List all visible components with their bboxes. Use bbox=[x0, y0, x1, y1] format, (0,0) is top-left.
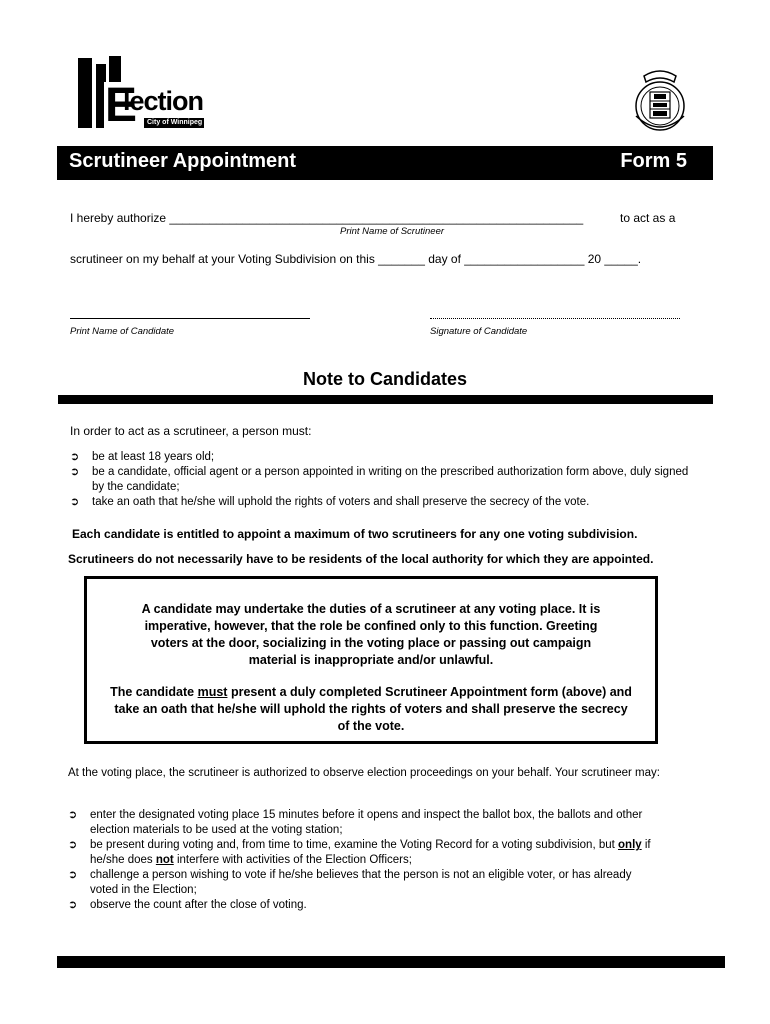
arrow-bullet-icon: ➲ bbox=[68, 839, 78, 851]
arrow-bullet-icon: ➲ bbox=[68, 869, 78, 881]
form-title-bar bbox=[57, 146, 713, 180]
date-line: scrutineer on my behalf at your Voting Subdivision on this _______ day of __________________ 20 _____. bbox=[70, 252, 642, 266]
form-title: Scrutineer Appointment bbox=[69, 150, 297, 172]
arrow-bullet-icon: ➲ bbox=[68, 899, 78, 911]
arrow-bullet-icon: ➲ bbox=[70, 451, 80, 463]
notice-paragraph: A candidate may undertake the duties of a scrutineer at any voting place. It is imperative, however, that the role be confined only to this function. Greeting voters at the door, socializing in the voting place or passing out campaign material is inappropriate and/or unlawful. bbox=[141, 602, 601, 667]
logo-word: lection bbox=[123, 86, 204, 116]
candidate-notice-box bbox=[84, 576, 658, 744]
list-item: ➲ take an oath that he/she will uphold the rights of voters and shall preserve the secrecy of the vote. bbox=[70, 496, 590, 508]
requirements-intro: In order to act as a scrutineer, a person must: bbox=[70, 424, 312, 438]
notes-heading: Note to Candidates bbox=[302, 369, 467, 389]
list-item: ➲ observe the count after the close of voting. bbox=[68, 899, 307, 911]
city-crest-icon bbox=[630, 66, 690, 134]
logo-letter: E bbox=[105, 79, 138, 132]
residency-note: Scrutineers do not necessarily have to be residents of the local authority for which they are appointed. bbox=[68, 552, 654, 566]
arrow-bullet-icon: ➲ bbox=[70, 466, 80, 478]
scrutineer-name-caption: Print Name of Scrutineer bbox=[340, 226, 445, 237]
notes-rule bbox=[58, 395, 713, 404]
notice-paragraph: The candidate must present a duly completed Scrutineer Appointment form (above) and take an oath that he/she will uphold the rights of voters and shall preserve the secrecy of the vote. bbox=[110, 685, 632, 733]
authorize-line-suffix: to act as a bbox=[620, 211, 676, 225]
authorized-intro: At the voting place, the scrutineer is authorized to observe election proceedings on your behalf. Your scrutineer may: bbox=[68, 767, 660, 779]
duties-list bbox=[68, 808, 658, 913]
arrow-bullet-icon: ➲ bbox=[68, 809, 78, 821]
candidate-signature-caption: Signature of Candidate bbox=[430, 326, 528, 337]
election-logo bbox=[76, 56, 206, 132]
candidate-name-caption: Print Name of Candidate bbox=[70, 326, 175, 337]
requirements-list bbox=[70, 450, 690, 510]
logo-bar bbox=[78, 58, 92, 128]
logo-city: City of Winnipeg bbox=[147, 119, 203, 126]
max-scrutineers-note: Each candidate is entitled to appoint a maximum of two scrutineers for any one voting subdivision. bbox=[72, 527, 638, 541]
list-item: ➲ be present during voting and, from time to time, examine the Voting Record for a voting subdivision, but only if he/she does not interfere with activities of the Election Officers; bbox=[68, 839, 651, 866]
list-item: ➲ be a candidate, official agent or a person appointed in writing on the prescribed authorization form above, duly signed by the candidate; bbox=[70, 466, 689, 493]
candidate-name-line[interactable] bbox=[70, 318, 310, 319]
footer-rule bbox=[57, 956, 725, 968]
candidate-signature-line[interactable] bbox=[430, 318, 680, 319]
arrow-bullet-icon: ➲ bbox=[70, 496, 80, 508]
authorize-line: I hereby authorize ______________________________________________________________ bbox=[70, 211, 584, 225]
list-item: ➲ challenge a person wishing to vote if he/she believes that the person is not an eligible voter, or has already voted in the Election; bbox=[68, 869, 632, 896]
list-item: ➲ enter the designated voting place 15 minutes before it opens and inspect the ballot box, the ballots and other election materials to be used at the voting station; bbox=[68, 809, 643, 836]
form-number: Form 5 bbox=[620, 150, 687, 172]
list-item: ➲ be at least 18 years old; bbox=[70, 451, 215, 463]
